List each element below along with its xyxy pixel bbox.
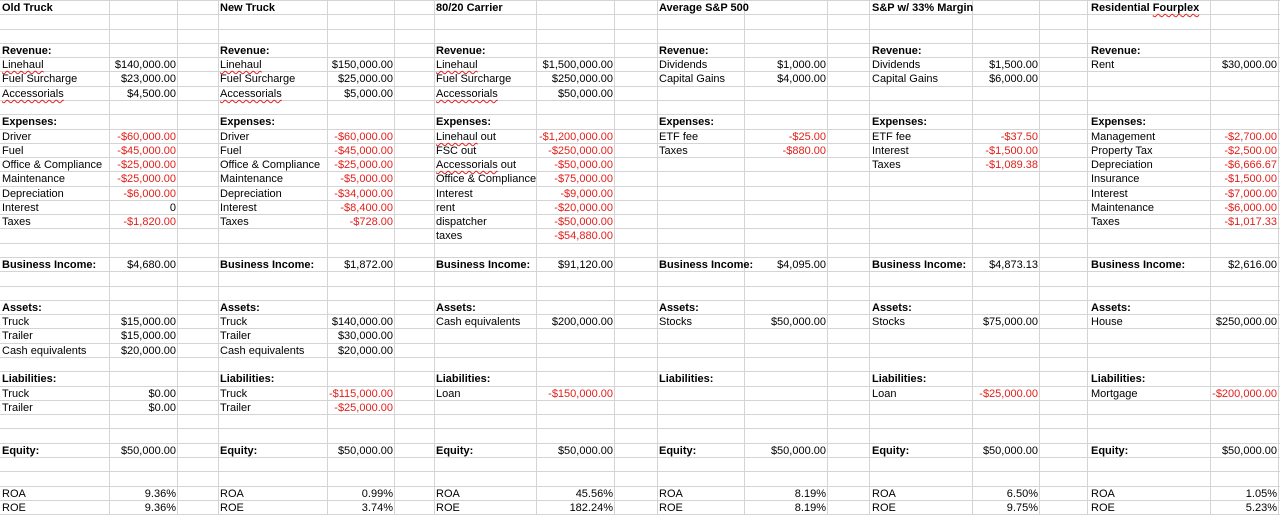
expense-item-value[interactable]: 0 [169,202,176,214]
asset-item-label[interactable]: Stocks [659,316,693,328]
asset-item-value[interactable]: $20,000.00 [337,345,393,357]
expense-item-label[interactable]: Driver [2,131,32,143]
row-gridline [0,414,1280,415]
expense-item-value[interactable]: -$250,000.00 [548,145,613,157]
roe-label[interactable]: ROE [659,502,683,514]
expenses-heading[interactable]: Expenses: [220,116,276,128]
revenue-item-label[interactable]: Dividends [659,59,708,71]
expense-item-label[interactable]: Depreciation [2,188,64,200]
expense-item-value[interactable]: -$50,000.00 [554,216,613,228]
revenue-item-label[interactable] [436,58,478,72]
roe-label[interactable]: ROE [872,502,896,514]
liabilities-heading[interactable]: Liabilities: [659,373,714,385]
expense-item-value[interactable]: -$5,000.00 [340,173,393,185]
row-gridline [0,314,1280,315]
revenue-item-value[interactable]: $5,000.00 [344,88,393,100]
expense-item-label[interactable]: Interest [1091,188,1128,200]
asset-item-label[interactable]: Stocks [872,316,906,328]
expense-item-label[interactable]: Management [1091,131,1156,143]
row-gridline [0,271,1280,272]
revenue-item-value[interactable]: $1,500,000.00 [542,59,613,71]
expense-item-value[interactable]: -$6,000.00 [123,188,176,200]
liabilities-heading[interactable]: Liabilities: [1091,373,1146,385]
spellcheck-underline: Accessorials [220,88,282,100]
revenue-item-value[interactable]: $4,500.00 [127,88,176,100]
business-income-value[interactable]: $4,680.00 [127,259,176,271]
revenue-item-label[interactable] [220,58,262,72]
roe-value[interactable]: 8.19% [794,502,826,514]
expense-item-value[interactable]: -$6,000.00 [1224,202,1277,214]
row-gridline [0,300,1280,301]
expense-item-label[interactable]: ETF fee [872,131,912,143]
roe-value[interactable]: 5.23% [1245,502,1277,514]
liability-item-label[interactable]: Mortgage [1091,388,1138,400]
roa-label[interactable]: ROA [220,488,244,500]
expense-item-value[interactable]: -$50,000.00 [554,159,613,171]
liability-item-label[interactable]: Truck [220,388,248,400]
revenue-item-value[interactable]: $25,000.00 [337,73,393,85]
expense-item-label[interactable]: Depreciation [220,188,282,200]
asset-item-value[interactable]: $15,000.00 [120,316,176,328]
expense-item-value[interactable]: -$2,500.00 [1224,145,1277,157]
equity-value[interactable]: $50,000.00 [1221,445,1277,457]
spellcheck-underline: Linehaul [436,131,478,143]
expense-item-value[interactable]: -$1,500.00 [1224,173,1277,185]
expense-item-label[interactable]: Office & Compliance [436,173,537,185]
row-gridline [0,43,1280,44]
expense-item-label[interactable]: Taxes [220,216,249,228]
revenue-item-label[interactable]: Capital Gains [872,73,939,85]
liability-item-label[interactable]: Truck [2,388,30,400]
row-gridline [0,228,1280,229]
assets-heading[interactable]: Assets: [2,302,42,314]
expense-item-label[interactable]: ETF fee [659,131,699,143]
assets-heading[interactable]: Assets: [220,302,260,314]
block-title[interactable]: New Truck [220,2,276,14]
equity-label[interactable]: Equity: [659,445,697,457]
expense-item-value[interactable]: -$25,000.00 [117,159,176,171]
liability-item-value[interactable]: -$150,000.00 [548,388,613,400]
block-title[interactable]: Old Truck [2,2,53,14]
row-gridline [0,100,1280,101]
roe-value[interactable]: 3.74% [361,502,393,514]
revenue-item-value[interactable]: $50,000.00 [557,88,613,100]
liability-item-value[interactable]: -$25,000.00 [334,402,393,414]
revenue-item-label[interactable] [436,87,498,101]
expense-item-label[interactable]: Maintenance [220,173,283,185]
row-gridline [0,14,1280,15]
expense-item-value[interactable]: -$7,000.00 [1224,188,1277,200]
row-gridline [0,486,1280,487]
equity-label[interactable]: Equity: [872,445,910,457]
expenses-heading[interactable]: Expenses: [872,116,928,128]
expense-item-label[interactable]: Driver [220,131,250,143]
equity-label[interactable]: Equity: [2,445,40,457]
expense-item-value[interactable]: -$25.00 [788,131,826,143]
liability-item-value[interactable]: -$200,000.00 [1212,388,1277,400]
expense-item-value[interactable]: -$728.00 [349,216,393,228]
revenue-item-label[interactable]: Fuel Surcharge [436,73,512,85]
spellcheck-underline: Linehaul [2,59,44,71]
expense-item-value[interactable]: -$45,000.00 [117,145,176,157]
asset-item-value[interactable]: $200,000.00 [551,316,613,328]
spellcheck-underline: Accessorials [2,88,64,100]
revenue-item-label[interactable]: Rent [1091,59,1115,71]
liabilities-heading[interactable]: Liabilities: [220,373,275,385]
roa-label[interactable]: ROA [2,488,26,500]
asset-item-label[interactable]: Trailer [220,330,251,342]
revenue-heading[interactable]: Revenue: [220,45,270,57]
expense-item-label[interactable]: Fuel [220,145,242,157]
liabilities-heading[interactable]: Liabilities: [436,373,491,385]
row-gridline [0,400,1280,401]
asset-item-label[interactable]: Cash equivalents [436,316,521,328]
row-gridline [0,214,1280,215]
revenue-heading[interactable]: Revenue: [436,45,486,57]
business-income-value[interactable]: $4,873.13 [989,259,1038,271]
revenue-item-label[interactable]: Capital Gains [659,73,726,85]
asset-item-value[interactable]: $140,000.00 [331,316,393,328]
asset-item-label[interactable]: Trailer [2,330,33,342]
revenue-item-label[interactable] [2,58,44,72]
asset-item-label[interactable]: House [1091,316,1123,328]
roe-value[interactable]: 182.24% [569,502,613,514]
liability-item-value[interactable]: -$115,000.00 [328,388,393,400]
expense-item-label[interactable]: Interest [436,188,473,200]
asset-item-label[interactable]: Truck [2,316,30,328]
expense-item-label[interactable]: Maintenance [1091,202,1154,214]
block-title[interactable]: Residential Fourplex [1091,2,1200,14]
roe-label[interactable]: ROE [2,502,26,514]
row-gridline [0,286,1280,287]
roa-label[interactable]: ROA [1091,488,1115,500]
expense-item-label[interactable]: Office & Compliance [2,159,103,171]
expense-item-value[interactable]: -$45,000.00 [334,145,393,157]
equity-value[interactable]: $50,000.00 [982,445,1038,457]
expense-item-value[interactable]: -$60,000.00 [334,131,393,143]
revenue-item-label[interactable] [220,87,282,101]
liabilities-heading[interactable]: Liabilities: [872,373,927,385]
expenses-heading[interactable]: Expenses: [2,116,58,128]
expense-item-value[interactable]: -$60,000.00 [117,131,176,143]
equity-value[interactable]: $50,000.00 [337,445,393,457]
liability-item-label[interactable]: Loan [436,388,461,400]
roe-label[interactable]: ROE [436,502,460,514]
expense-item-value[interactable]: -$880.00 [782,145,826,157]
expense-item-value[interactable]: -$1,500.00 [985,145,1038,157]
business-income-label[interactable]: Business Income: [220,259,315,271]
roa-value[interactable]: 45.56% [575,488,613,500]
roa-label[interactable]: ROA [872,488,896,500]
revenue-heading[interactable]: Revenue: [1091,45,1141,57]
row-gridline [0,29,1280,30]
roa-value[interactable]: 8.19% [794,488,826,500]
business-income-label[interactable]: Business Income: [1091,259,1186,271]
liability-item-value[interactable]: -$25,000.00 [979,388,1038,400]
asset-item-value[interactable]: $250,000.00 [1215,316,1277,328]
expense-item-value[interactable]: -$8,400.00 [340,202,393,214]
equity-value[interactable]: $50,000.00 [770,445,826,457]
expense-item-label[interactable]: Maintenance [2,173,65,185]
roe-value[interactable]: 9.36% [144,502,176,514]
revenue-item-value[interactable]: $1,500.00 [989,59,1038,71]
expense-item-label[interactable]: Interest [2,202,39,214]
expense-item-label[interactable]: Office & Compliance [220,159,321,171]
business-income-value[interactable]: $91,120.00 [557,259,613,271]
business-income-value[interactable]: $1,872.00 [344,259,393,271]
expense-item-label[interactable]: Taxes [1091,216,1120,228]
asset-item-value[interactable]: $15,000.00 [120,330,176,342]
row-gridline [0,428,1280,429]
asset-item-label[interactable]: Truck [220,316,248,328]
expense-item-value[interactable]: -$34,000.00 [334,188,393,200]
expense-item-label[interactable]: rent [436,202,455,214]
row-gridline [0,114,1280,115]
row-gridline [0,257,1280,258]
roa-label[interactable]: ROA [659,488,683,500]
equity-label[interactable]: Equity: [1091,445,1129,457]
asset-item-value[interactable]: $30,000.00 [337,330,393,342]
revenue-heading[interactable]: Revenue: [659,45,709,57]
liability-item-label[interactable]: Loan [872,388,897,400]
roe-label[interactable]: ROE [220,502,244,514]
asset-item-value[interactable]: $50,000.00 [770,316,826,328]
revenue-item-value[interactable]: $1,000.00 [777,59,826,71]
expense-item-value[interactable]: -$6,666.67 [1224,159,1277,171]
roa-value[interactable]: 1.05% [1245,488,1277,500]
expense-item-value[interactable]: -$9,000.00 [560,188,613,200]
row-gridline [0,143,1280,144]
row-gridline [0,157,1280,158]
expense-item-label[interactable]: Depreciation [1091,159,1153,171]
row-gridline [0,443,1280,444]
equity-value[interactable]: $50,000.00 [120,445,176,457]
business-income-value[interactable]: $4,095.00 [777,259,826,271]
row-gridline [0,71,1280,72]
assets-heading[interactable]: Assets: [872,302,912,314]
block-title[interactable]: Average S&P 500 [659,2,749,14]
revenue-heading[interactable]: Revenue: [872,45,922,57]
roa-value[interactable]: 6.50% [1006,488,1038,500]
row-gridline [0,129,1280,130]
liability-item-value[interactable]: $0.00 [148,402,176,414]
liability-item-value[interactable]: $0.00 [148,388,176,400]
spellcheck-underline: Linehaul [220,59,262,71]
assets-heading[interactable]: Assets: [659,302,699,314]
revenue-item-label[interactable]: Dividends [872,59,921,71]
expense-item-value[interactable]: -$2,700.00 [1224,131,1277,143]
row-gridline [0,243,1280,244]
revenue-item-value[interactable]: $23,000.00 [120,73,176,85]
expense-item-label[interactable]: Fuel [2,145,24,157]
business-income-value[interactable]: $2,616.00 [1228,259,1277,271]
liabilities-heading[interactable]: Liabilities: [2,373,57,385]
revenue-item-value[interactable]: $140,000.00 [114,59,176,71]
expense-item-value[interactable]: -$1,820.00 [123,216,176,228]
revenue-item-value[interactable]: $4,000.00 [777,73,826,85]
expense-item-value[interactable]: -$1,200,000.00 [538,131,613,143]
business-income-label[interactable]: Business Income: [872,259,967,271]
row-gridline [0,386,1280,387]
expense-item-label[interactable]: Interest [220,202,257,214]
row-gridline [0,500,1280,501]
expense-item-label[interactable]: taxes [436,230,463,242]
expenses-heading[interactable]: Expenses: [436,116,492,128]
row-gridline [0,200,1280,201]
row-gridline [0,357,1280,358]
spellcheck-underline: Linehaul [436,59,478,71]
expense-item-label[interactable]: Interest [872,145,909,157]
asset-item-value[interactable]: $75,000.00 [982,316,1038,328]
expense-item-label[interactable]: Taxes [872,159,901,171]
expense-item-value[interactable]: -$1,017.33 [1224,216,1277,228]
expense-item-value[interactable]: -$1,089.38 [985,159,1038,171]
expenses-heading[interactable]: Expenses: [659,116,715,128]
row-gridline [0,186,1280,187]
asset-item-label[interactable]: Cash equivalents [220,345,305,357]
equity-value[interactable]: $50,000.00 [557,445,613,457]
business-income-label[interactable]: Business Income: [436,259,531,271]
roa-value[interactable]: 9.36% [144,488,176,500]
expenses-heading[interactable]: Expenses: [1091,116,1147,128]
expense-item-label[interactable]: Linehaul out [436,131,496,143]
expense-item-label[interactable]: dispatcher [436,216,487,228]
revenue-item-label[interactable] [2,87,64,101]
expense-item-label[interactable]: FSC out [436,145,477,157]
business-income-label[interactable]: Business Income: [2,259,97,271]
expense-item-label[interactable]: Taxes [659,145,688,157]
expense-item-value[interactable]: -$20,000.00 [554,202,613,214]
equity-label[interactable]: Equity: [220,445,258,457]
spellcheck-underline: Fourplex [1152,2,1200,14]
row-gridline [0,86,1280,87]
revenue-item-value[interactable]: $30,000.00 [1221,59,1277,71]
spellcheck-underline: Accessorials [436,159,498,171]
expense-item-label[interactable]: Insurance [1091,173,1140,185]
roa-label[interactable]: ROA [436,488,460,500]
expense-item-label[interactable]: Taxes [2,216,31,228]
assets-heading[interactable]: Assets: [1091,302,1131,314]
asset-item-value[interactable]: $20,000.00 [120,345,176,357]
expense-item-value[interactable]: -$25,000.00 [117,173,176,185]
expense-item-value[interactable]: -$54,880.00 [554,230,613,242]
revenue-item-value[interactable]: $6,000.00 [989,73,1038,85]
asset-item-label[interactable]: Cash equivalents [2,345,87,357]
row-gridline [0,471,1280,472]
roe-value[interactable]: 9.75% [1006,502,1038,514]
block-title[interactable]: S&P w/ 33% Margin [872,2,974,14]
revenue-item-label[interactable]: Fuel Surcharge [220,73,296,85]
row-gridline [0,171,1280,172]
expense-item-label[interactable]: Property Tax [1091,145,1153,157]
expense-item-label[interactable]: Accessorials out [436,159,517,171]
equity-label[interactable]: Equity: [436,445,474,457]
revenue-item-label[interactable]: Fuel Surcharge [2,73,78,85]
block-title[interactable]: 80/20 Carrier [436,2,503,14]
roa-value[interactable]: 0.99% [361,488,393,500]
liability-item-label[interactable]: Trailer [220,402,251,414]
expense-item-value[interactable]: -$37.50 [1000,131,1038,143]
revenue-item-value[interactable]: $250,000.00 [551,73,613,85]
roe-label[interactable]: ROE [1091,502,1115,514]
revenue-item-value[interactable]: $150,000.00 [331,59,393,71]
revenue-heading[interactable]: Revenue: [2,45,52,57]
liability-item-label[interactable]: Trailer [2,402,33,414]
row-gridline [0,371,1280,372]
assets-heading[interactable]: Assets: [436,302,476,314]
row-gridline [0,343,1280,344]
row-gridline [0,328,1280,329]
business-income-label[interactable]: Business Income: [659,259,754,271]
spellcheck-underline: Accessorials [436,88,498,100]
expense-item-value[interactable]: -$75,000.00 [554,173,613,185]
expense-item-value[interactable]: -$25,000.00 [334,159,393,171]
row-gridline [0,457,1280,458]
row-gridline [0,57,1280,58]
row-gridline [0,0,1280,1]
